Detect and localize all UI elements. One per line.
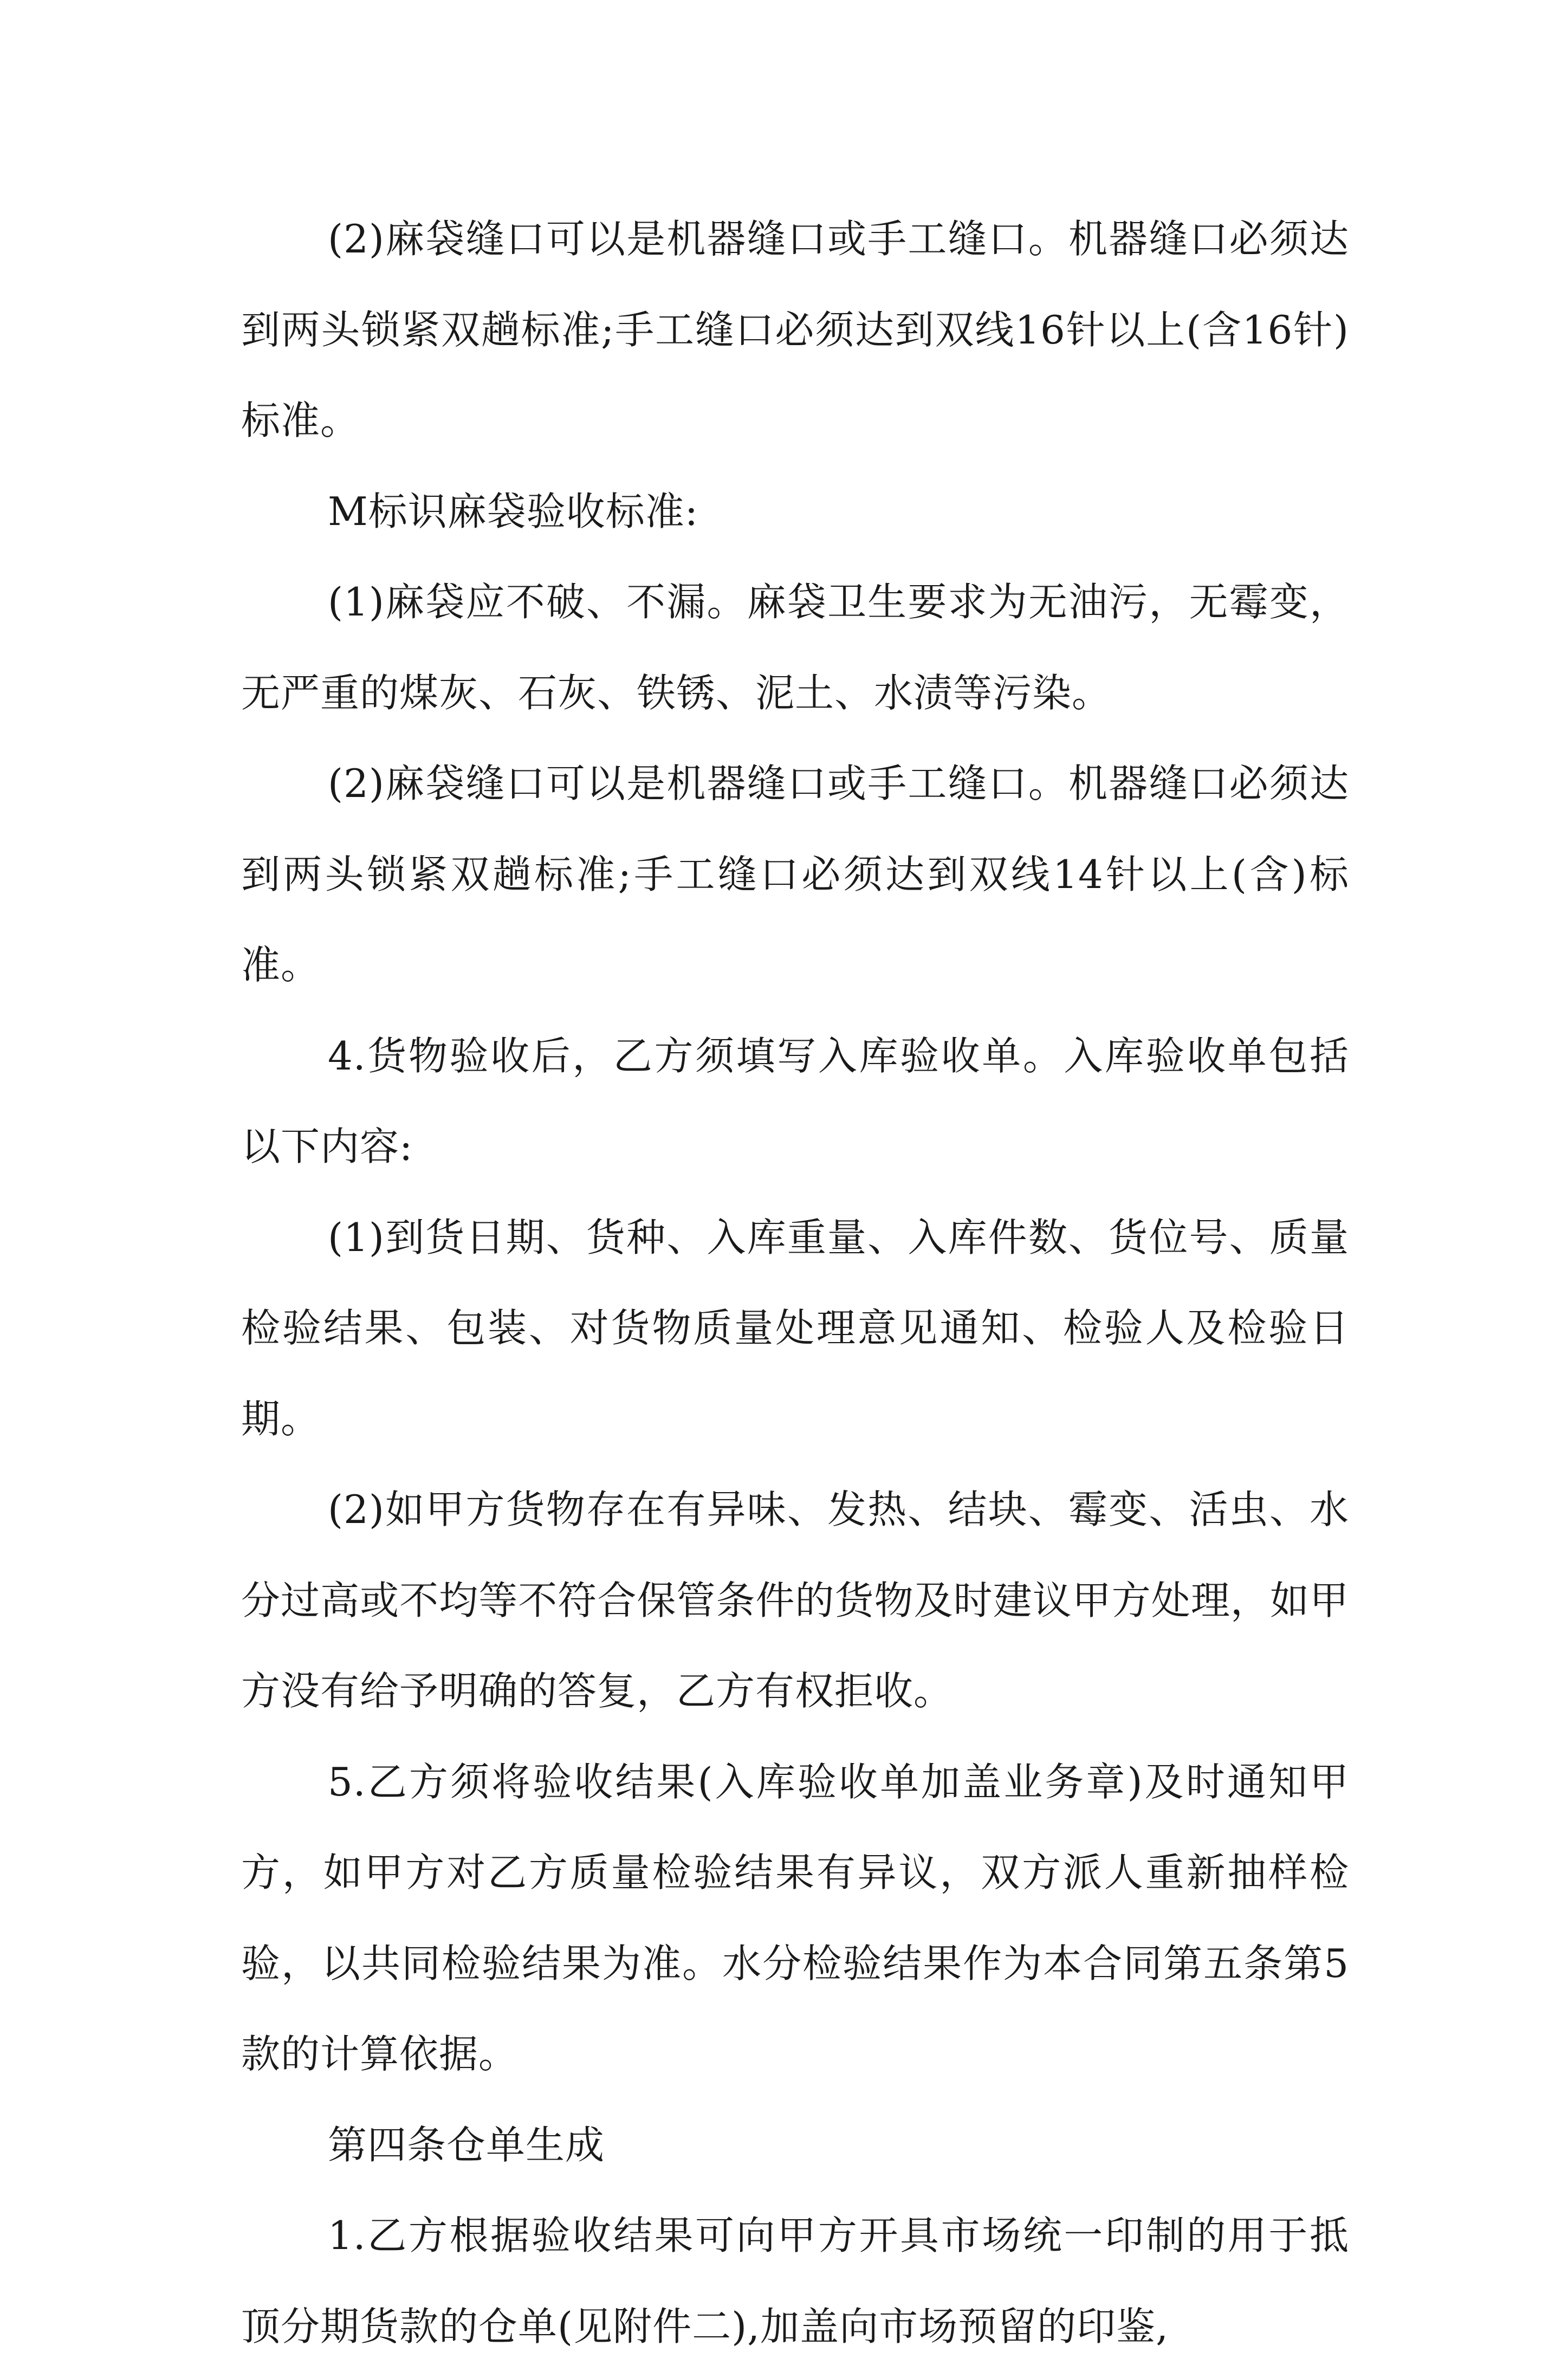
- paragraph-m-label-heading: M标识麻袋验收标准:: [328, 488, 698, 534]
- document-body: [241, 194, 1349, 2372]
- paragraph-rejection-rights: (2)如甲方货物存在有异味、发热、结块、霉变、活虫、水分过高或不均等不符合保管条件的货物及时建议甲方处理，如甲方没有给予明确的答复，乙方有权拒收。: [241, 1487, 1349, 1714]
- paragraph-receipt-form: 4.货物验收后，乙方须填写入库验收单。入库验收单包括以下内容:: [241, 1033, 1349, 1169]
- section-heading-article-four: 第四条仓单生成: [328, 2122, 605, 2168]
- paragraph-sack-condition: (1)麻袋应不破、不漏。麻袋卫生要求为无油污，无霉变，无严重的煤灰、石灰、铁锈、泥土、水渍等污染。: [241, 579, 1349, 716]
- paragraph-receipt-contents: (1)到货日期、货种、入库重量、入库件数、货位号、质量检验结果、包装、对货物质量处理意见通知、检验人及检验日期。: [241, 1214, 1349, 1442]
- paragraph-sewing-standard-16: (2)麻袋缝口可以是机器缝口或手工缝口。机器缝口必须达到两头锁紧双趟标准;手工缝口必须达到双线16针以上(含16针)标准。: [241, 216, 1349, 443]
- paragraph-sewing-standard-14: (2)麻袋缝口可以是机器缝口或手工缝口。机器缝口必须达到两头锁紧双趟标准;手工缝口必须达到双线14针以上(含)标准。: [241, 761, 1349, 988]
- paragraph-result-notification: 5.乙方须将验收结果(入库验收单加盖业务章)及时通知甲方，如甲方对乙方质量检验结果有异议，双方派人重新抽样检验，以共同检验结果为准。水分检验结果作为本合同第五条第5款的计算依据。: [241, 1759, 1349, 2077]
- paragraph-warehouse-receipt: 1.乙方根据验收结果可向甲方开具市场统一印制的用于抵顶分期货款的仓单(见附件二),加盖向市场预留的印鉴,: [241, 2213, 1349, 2349]
